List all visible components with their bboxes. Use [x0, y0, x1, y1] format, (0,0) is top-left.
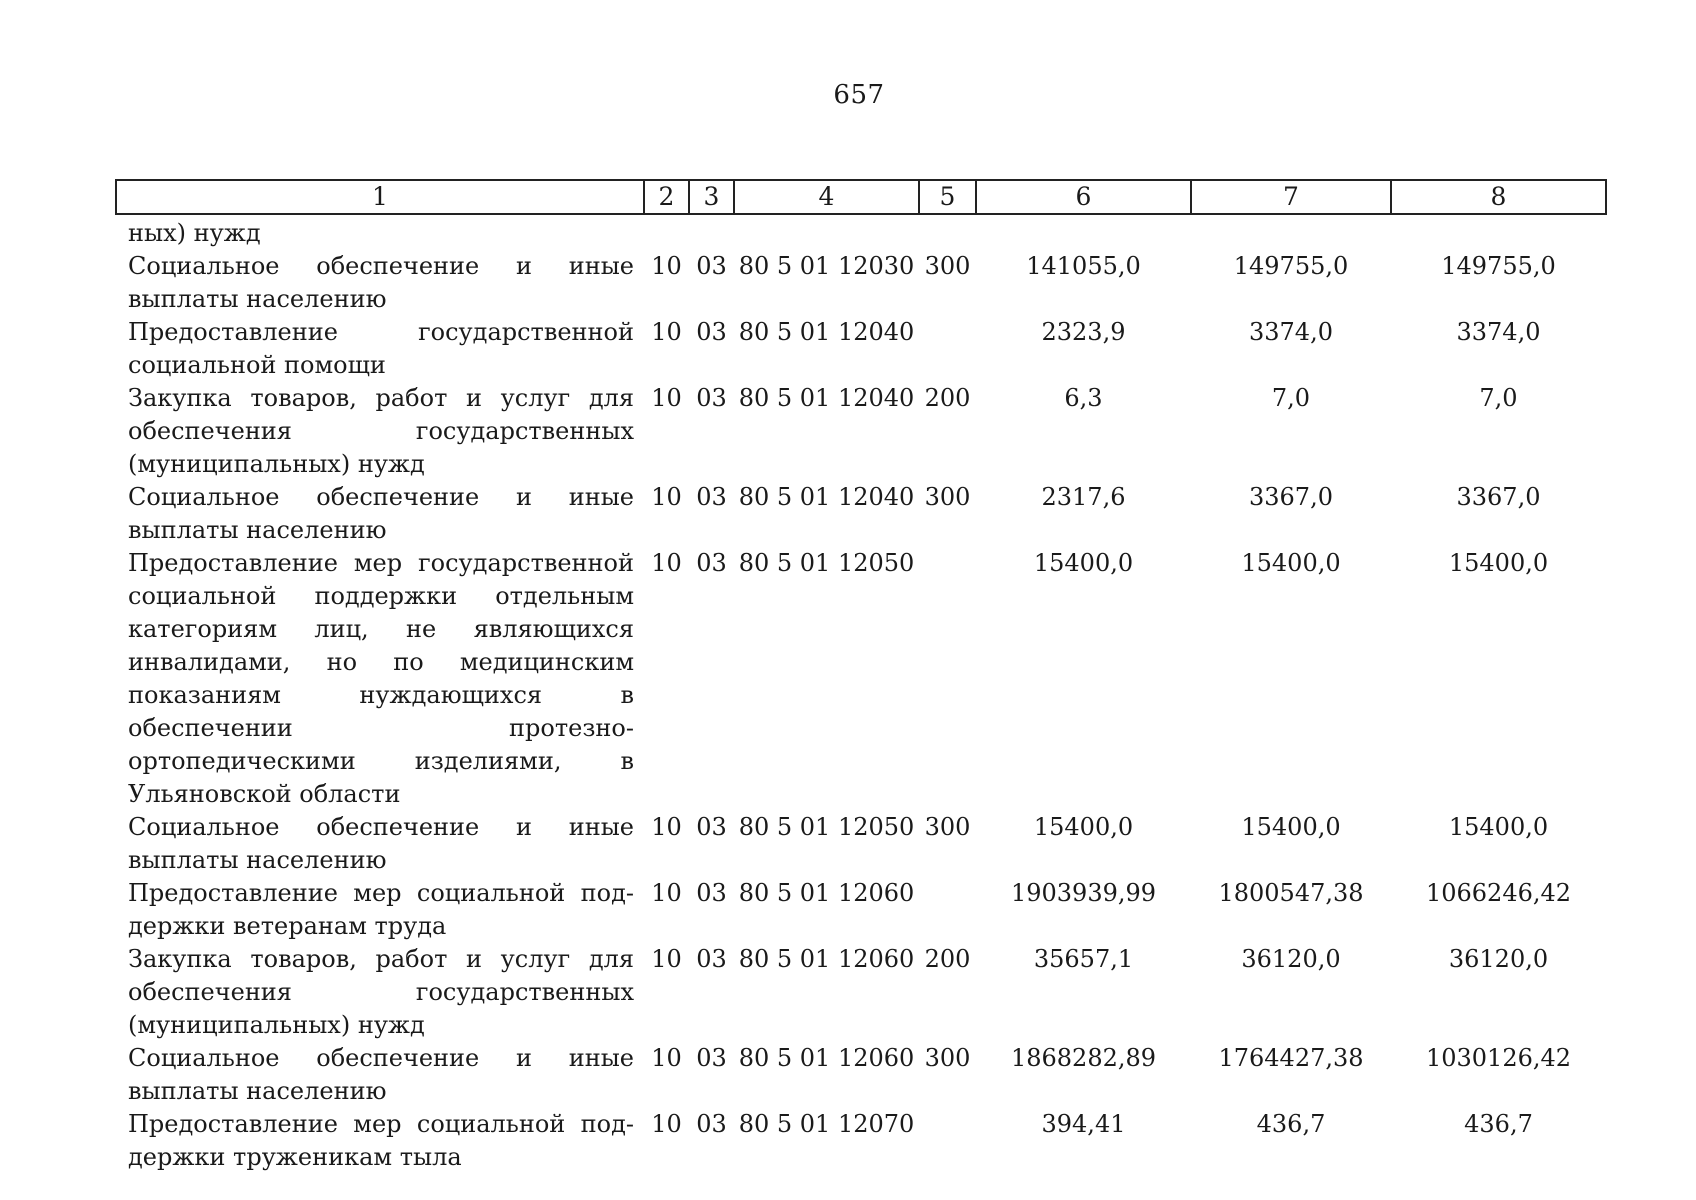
table-row: [116, 1108, 1606, 1174]
amount-column-6: 6,3: [1064, 384, 1103, 412]
section-code: 10: [651, 252, 682, 280]
target-article-code: 80 5 01 12030: [738, 252, 915, 280]
expense-type-code: [919, 316, 976, 382]
row-description: Социальное обеспечение и иные выплаты населению: [128, 1044, 634, 1105]
amount-column-8: 7,0: [1479, 384, 1518, 412]
expense-type-code: 200: [924, 945, 971, 973]
row-description: Закупка товаров, работ и услуг для обеспечения государственных (муниципальных) нужд: [128, 384, 634, 478]
column-header-7: 7: [1191, 180, 1391, 214]
subsection-code: 03: [696, 813, 727, 841]
amount-column-8: 3374,0: [1456, 318, 1541, 346]
amount-column-8: 1066246,42: [1425, 879, 1572, 907]
table-row: [116, 1042, 1606, 1108]
section-code: 10: [651, 1044, 682, 1072]
column-header-3: 3: [689, 180, 734, 214]
header-row: [116, 180, 1606, 214]
table-row: [116, 547, 1606, 811]
target-article-code: 80 5 01 12070: [738, 1110, 915, 1138]
amount-column-7: 7,0: [1271, 384, 1311, 412]
row-description: Социальное обеспечение и иные выплаты населению: [128, 483, 634, 544]
continuation-text: ных) нужд: [128, 219, 261, 247]
target-article-code: 80 5 01 12040: [738, 384, 915, 412]
amount-column-7: 36120,0: [1241, 945, 1341, 973]
row-description: Предоставление мер социальной поддержки ветеранам труда: [128, 879, 634, 940]
amount-column-6: 1868282,89: [1010, 1044, 1157, 1072]
column-header-8: 8: [1391, 180, 1606, 214]
row-description: Предоставление мер социальной поддержки труженикам тыла: [128, 1110, 634, 1171]
amount-column-7: 15400,0: [1241, 813, 1341, 841]
subsection-code: 03: [696, 1044, 727, 1072]
section-code: 10: [651, 879, 682, 907]
amount-column-7: 3367,0: [1249, 483, 1333, 511]
target-article-code: 80 5 01 12050: [738, 813, 915, 841]
target-article-code: 80 5 01 12060: [738, 879, 915, 907]
amount-column-7: 3374,0: [1249, 318, 1333, 346]
amount-column-6: 2323,9: [1041, 318, 1126, 346]
amount-column-6: 15400,0: [1033, 549, 1134, 577]
row-description: Закупка товаров, работ и услуг для обеспечения государственных (муниципальных) нужд: [128, 945, 634, 1039]
column-header-5: 5: [919, 180, 976, 214]
amount-column-6: 141055,0: [1026, 252, 1141, 280]
section-code: 10: [651, 549, 682, 577]
amount-column-8: 1030126,42: [1425, 1044, 1572, 1072]
amount-column-6: 35657,1: [1033, 945, 1134, 973]
expense-type-code: [919, 877, 976, 943]
row-description: Предоставление государственной социальной помощи: [128, 318, 634, 379]
subsection-code: 03: [696, 945, 727, 973]
table-row: [116, 316, 1606, 382]
budget-table: [115, 179, 1607, 1174]
table-row: [116, 943, 1606, 1042]
subsection-code: 03: [696, 1110, 727, 1138]
amount-column-8: 36120,0: [1448, 945, 1549, 973]
subsection-code: 03: [696, 318, 727, 346]
expense-type-code: 300: [924, 1044, 971, 1072]
expense-type-code: [919, 547, 976, 811]
subsection-code: 03: [696, 879, 727, 907]
expense-type-code: 300: [924, 483, 971, 511]
column-header-4: 4: [734, 180, 919, 214]
amount-column-7: 1800547,38: [1218, 879, 1364, 907]
column-header-6: 6: [976, 180, 1191, 214]
expense-type-code: 300: [924, 813, 971, 841]
section-code: 10: [651, 1110, 682, 1138]
amount-column-8: 15400,0: [1448, 549, 1549, 577]
column-header-2: 2: [644, 180, 689, 214]
amount-column-6: 2317,6: [1041, 483, 1126, 511]
amount-column-7: 15400,0: [1241, 549, 1341, 577]
amount-column-8: 436,7: [1464, 1110, 1533, 1138]
row-description: Социальное обеспечение и иные выплаты населению: [128, 813, 634, 874]
section-code: 10: [651, 318, 682, 346]
amount-column-6: 15400,0: [1033, 813, 1134, 841]
section-code: 10: [651, 813, 682, 841]
table-row: [116, 382, 1606, 481]
amount-column-6: 1903939,99: [1010, 879, 1157, 907]
table-body: [116, 214, 1606, 1174]
table-row: [116, 250, 1606, 316]
amount-column-7: 436,7: [1256, 1110, 1326, 1138]
target-article-code: 80 5 01 12060: [738, 945, 915, 973]
amount-column-7: 149755,0: [1233, 252, 1349, 280]
row-description: Социальное обеспечение и иные выплаты населению: [128, 252, 634, 313]
section-code: 10: [651, 384, 682, 412]
section-code: 10: [651, 945, 682, 973]
target-article-code: 80 5 01 12040: [738, 318, 915, 346]
subsection-code: 03: [696, 252, 727, 280]
target-article-code: 80 5 01 12040: [738, 483, 915, 511]
subsection-code: 03: [696, 483, 727, 511]
budget-table-container: [115, 179, 1605, 1174]
target-article-code: 80 5 01 12060: [738, 1044, 915, 1072]
amount-column-8: 15400,0: [1448, 813, 1549, 841]
row-description: Предоставление мер государственной социальной поддержки отдельным категориям лиц, не являющихся инвалидами, но по медицинским показаниям нуждающихся в обеспечении протезно-ортопедическими изделиями, в Ульяновской области: [128, 549, 634, 808]
column-header-1: 1: [116, 180, 644, 214]
expense-type-code: 200: [924, 384, 971, 412]
page-number: 657: [833, 80, 885, 110]
table-row: [116, 877, 1606, 943]
amount-column-8: 3367,0: [1456, 483, 1541, 511]
amount-column-7: 1764427,38: [1218, 1044, 1364, 1072]
expense-type-code: [919, 1108, 976, 1174]
amount-column-6: 394,41: [1041, 1110, 1126, 1138]
amount-column-8: 149755,0: [1441, 252, 1556, 280]
expense-type-code: 300: [924, 252, 971, 280]
table-row: [116, 811, 1606, 877]
subsection-code: 03: [696, 384, 727, 412]
section-code: 10: [651, 483, 682, 511]
continuation-row: [116, 214, 1606, 250]
target-article-code: 80 5 01 12050: [738, 549, 915, 577]
subsection-code: 03: [696, 549, 727, 577]
table-row: [116, 481, 1606, 547]
